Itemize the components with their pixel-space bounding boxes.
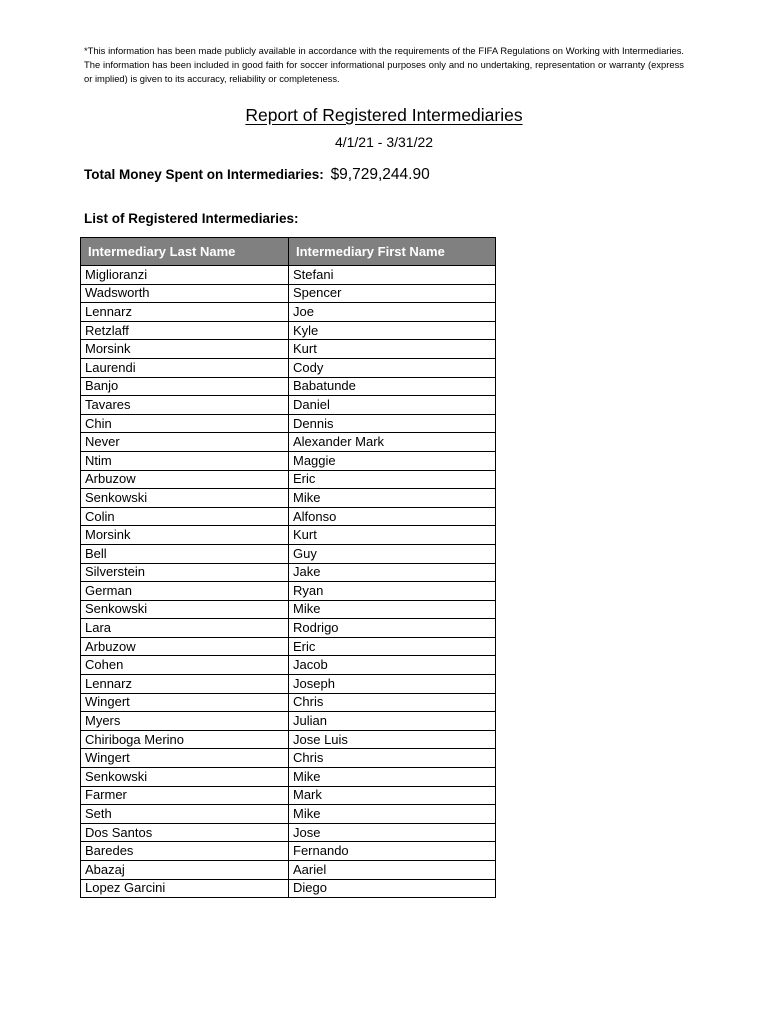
first-name-cell: Mike	[289, 805, 496, 824]
last-name-cell: Lara	[81, 619, 289, 638]
table-row	[81, 879, 496, 898]
last-name-cell: Myers	[81, 712, 289, 731]
first-name-cell: Cody	[289, 358, 496, 377]
last-name-cell: Wingert	[81, 693, 289, 712]
table-row	[81, 656, 496, 675]
last-name-cell: Abazaj	[81, 861, 289, 880]
table-row	[81, 284, 496, 303]
last-name-cell: Wadsworth	[81, 284, 289, 303]
first-name-cell: Jose Luis	[289, 730, 496, 749]
last-name-cell: Lennarz	[81, 303, 289, 322]
table-row	[81, 340, 496, 359]
first-name-cell: Alexander Mark	[289, 433, 496, 452]
column-header-last-name: Intermediary Last Name	[81, 238, 289, 266]
first-name-cell: Chris	[289, 693, 496, 712]
last-name-cell: Chiriboga Merino	[81, 730, 289, 749]
last-name-cell: Ntim	[81, 451, 289, 470]
first-name-cell: Diego	[289, 879, 496, 898]
table-row	[81, 805, 496, 824]
table-row	[81, 582, 496, 601]
last-name-cell: Tavares	[81, 396, 289, 415]
first-name-cell: Aariel	[289, 861, 496, 880]
table-row	[81, 544, 496, 563]
last-name-cell: Senkowski	[81, 600, 289, 619]
last-name-cell: Lopez Garcini	[81, 879, 289, 898]
table-row	[81, 600, 496, 619]
column-header-first-name: Intermediary First Name	[289, 238, 496, 266]
last-name-cell: Morsink	[81, 526, 289, 545]
intermediaries-table	[80, 237, 496, 898]
first-name-cell: Mike	[289, 600, 496, 619]
first-name-cell: Kurt	[289, 526, 496, 545]
first-name-cell: Joe	[289, 303, 496, 322]
last-name-cell: Senkowski	[81, 489, 289, 508]
table-row	[81, 414, 496, 433]
last-name-cell: Laurendi	[81, 358, 289, 377]
table-row	[81, 786, 496, 805]
table-row	[81, 749, 496, 768]
first-name-cell: Mike	[289, 489, 496, 508]
first-name-cell: Jacob	[289, 656, 496, 675]
table-row	[81, 321, 496, 340]
last-name-cell: Lennarz	[81, 675, 289, 694]
last-name-cell: Bell	[81, 544, 289, 563]
total-money-value: $9,729,244.90	[330, 166, 430, 183]
last-name-cell: Cohen	[81, 656, 289, 675]
first-name-cell: Kurt	[289, 340, 496, 359]
first-name-cell: Chris	[289, 749, 496, 768]
last-name-cell: Chin	[81, 414, 289, 433]
first-name-cell: Mike	[289, 768, 496, 787]
first-name-cell: Mark	[289, 786, 496, 805]
table-row	[81, 730, 496, 749]
first-name-cell: Daniel	[289, 396, 496, 415]
table-row	[81, 712, 496, 731]
total-money-line	[84, 165, 430, 185]
first-name-cell: Joseph	[289, 675, 496, 694]
table-row	[81, 637, 496, 656]
table-row	[81, 619, 496, 638]
last-name-cell: Colin	[81, 507, 289, 526]
disclaimer-text: *This information has been made publicly available in accordance with the requirements of the FIFA Regulations on Working with Intermediaries. The information has been included in good faith for soccer informational purposes only and no undertaking, representation or warranty (express or implied) is given to its accuracy, reliability or completeness.	[84, 45, 684, 84]
first-name-cell: Rodrigo	[289, 619, 496, 638]
last-name-cell: Never	[81, 433, 289, 452]
last-name-cell: Dos Santos	[81, 823, 289, 842]
table-row	[81, 563, 496, 582]
last-name-cell: Arbuzow	[81, 637, 289, 656]
last-name-cell: German	[81, 582, 289, 601]
table-row	[81, 768, 496, 787]
first-name-cell: Jake	[289, 563, 496, 582]
last-name-cell: Baredes	[81, 842, 289, 861]
report-title	[0, 104, 768, 126]
table-row	[81, 861, 496, 880]
table-row	[81, 377, 496, 396]
report-period: 4/1/21 - 3/31/22	[334, 134, 434, 150]
last-name-cell: Banjo	[81, 377, 289, 396]
table-row	[81, 396, 496, 415]
first-name-cell: Kyle	[289, 321, 496, 340]
table-header-row	[81, 238, 496, 266]
table-row	[81, 526, 496, 545]
first-name-cell: Stefani	[289, 266, 496, 285]
list-heading: List of Registered Intermediaries:	[84, 211, 299, 226]
first-name-cell: Jose	[289, 823, 496, 842]
table-body	[81, 266, 496, 898]
first-name-cell: Guy	[289, 544, 496, 563]
table-row	[81, 489, 496, 508]
last-name-cell: Silverstein	[81, 563, 289, 582]
last-name-cell: Wingert	[81, 749, 289, 768]
first-name-cell: Babatunde	[289, 377, 496, 396]
first-name-cell: Alfonso	[289, 507, 496, 526]
table-row	[81, 451, 496, 470]
table-row	[81, 433, 496, 452]
first-name-cell: Spencer	[289, 284, 496, 303]
table-row	[81, 507, 496, 526]
last-name-cell: Farmer	[81, 786, 289, 805]
first-name-cell: Ryan	[289, 582, 496, 601]
table-row	[81, 358, 496, 377]
table-header	[81, 238, 496, 266]
table-row	[81, 842, 496, 861]
first-name-cell: Eric	[289, 637, 496, 656]
last-name-cell: Morsink	[81, 340, 289, 359]
last-name-cell: Miglioranzi	[81, 266, 289, 285]
first-name-cell: Julian	[289, 712, 496, 731]
table-row	[81, 823, 496, 842]
last-name-cell: Senkowski	[81, 768, 289, 787]
first-name-cell: Fernando	[289, 842, 496, 861]
total-money-label: Total Money Spent on Intermediaries:	[84, 167, 324, 182]
first-name-cell: Dennis	[289, 414, 496, 433]
table-row	[81, 266, 496, 285]
table-row	[81, 303, 496, 322]
first-name-cell: Maggie	[289, 451, 496, 470]
last-name-cell: Seth	[81, 805, 289, 824]
report-title-text: Report of Registered Intermediaries	[245, 105, 523, 125]
first-name-cell: Eric	[289, 470, 496, 489]
table-row	[81, 675, 496, 694]
last-name-cell: Arbuzow	[81, 470, 289, 489]
table-row	[81, 693, 496, 712]
table-row	[81, 470, 496, 489]
last-name-cell: Retzlaff	[81, 321, 289, 340]
